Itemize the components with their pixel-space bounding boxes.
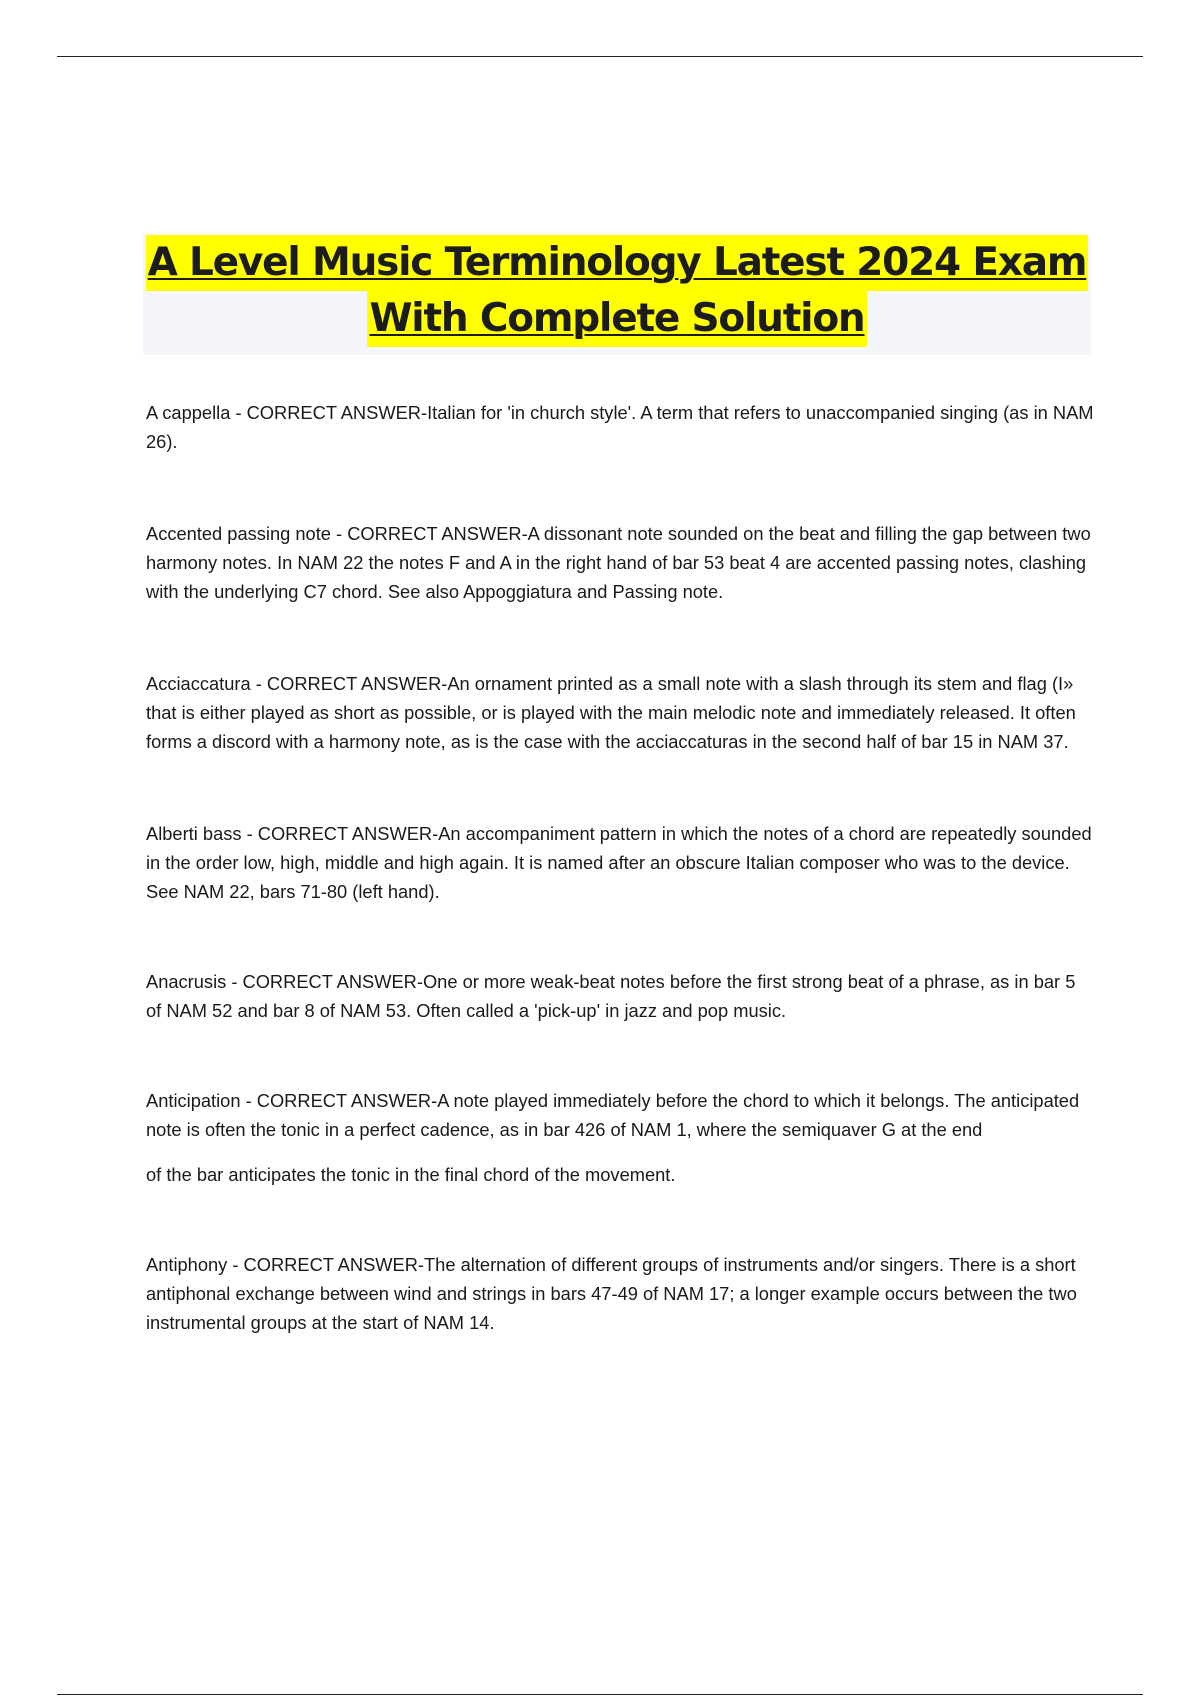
term-entry-alberti-bass: Alberti bass - CORRECT ANSWER-An accompaniment pattern in which the notes of a chord are repeatedly sounded in the order low, high, middle and high again. It is named after an obscure Italian composer who was to the device. See NAM 22, bars 71-80 (left hand). bbox=[146, 823, 1092, 902]
footer-rule bbox=[57, 1694, 1143, 1695]
title-block bbox=[143, 235, 1091, 355]
header-rule bbox=[57, 56, 1143, 57]
term-entry-a-cappella: A cappella - CORRECT ANSWER-Italian for 'in church style'. A term that refers to unaccompanied singing (as in NAM 26). bbox=[146, 402, 1094, 452]
terminology-list bbox=[146, 398, 1094, 1337]
term-entry-anticipation-continued: of the bar anticipates the tonic in the final chord of the movement. bbox=[146, 1164, 676, 1185]
term-entry-anacrusis: Anacrusis - CORRECT ANSWER-One or more weak-beat notes before the first strong beat of a phrase, as in bar 5 of NAM 52 and bar 8 of NAM 53. Often called a 'pick-up' in jazz and pop music. bbox=[146, 971, 1076, 1021]
page-title-line-2: With Complete Solution bbox=[367, 291, 866, 347]
term-entry-anticipation: Anticipation - CORRECT ANSWER-A note played immediately before the chord to which it belongs. The anticipated note is often the tonic in a perfect cadence, as in bar 426 of NAM 1, where the semiquaver G at the end bbox=[146, 1090, 1080, 1140]
term-entry-antiphony: Antiphony - CORRECT ANSWER-The alternation of different groups of instruments and/or singers. There is a short antiphonal exchange between wind and strings in bars 47-49 of NAM 17; a longer example occurs between the two instrumental groups at the start of NAM 14. bbox=[146, 1254, 1077, 1333]
term-entry-accented-passing-note: Accented passing note - CORRECT ANSWER-A dissonant note sounded on the beat and filling the gap between two harmony notes. In NAM 22 the notes F and A in the right hand of bar 53 beat 4 are accented passing notes, clashing with the underlying C7 chord. See also Appoggiatura and Passing note. bbox=[146, 523, 1091, 602]
term-entry-acciaccatura: Acciaccatura - CORRECT ANSWER-An ornament printed as a small note with a slash through its stem and flag (I» that is either played as short as possible, or is played with the main melodic note and immediately released. It often forms a discord with a harmony note, as is the case with the acciaccaturas in the second half of bar 15 in NAM 37. bbox=[146, 673, 1076, 752]
page-title-line-1: A Level Music Terminology Latest 2024 Exam bbox=[146, 235, 1089, 291]
